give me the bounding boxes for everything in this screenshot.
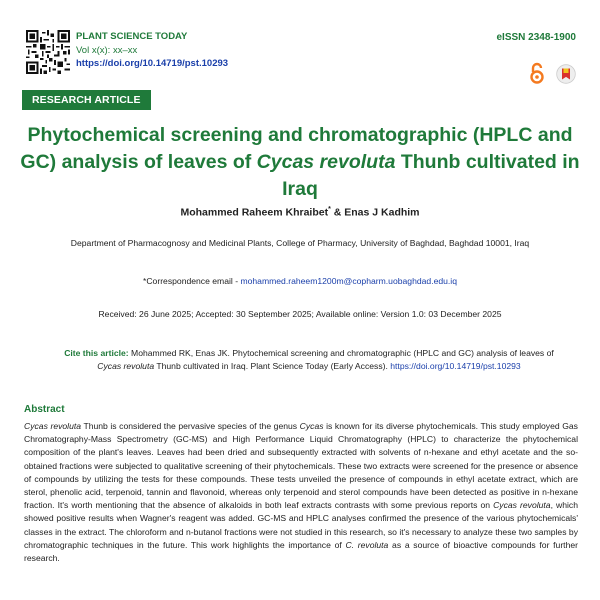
- cite-label: Cite this article:: [64, 348, 129, 358]
- affiliation: Department of Pharmacognosy and Medicinal Plants, College of Pharmacy, University of Baghdad, Baghdad 10001, Iraq: [70, 238, 530, 248]
- open-access-icon[interactable]: [528, 62, 546, 84]
- header-doi-link[interactable]: https://doi.org/10.14719/pst.10293: [76, 58, 229, 69]
- citation: Cite this article: Mohammed RK, Enas JK. Phytochemical screening and chromatographic (HPLC and GC) analysis of leaves of Cycas revoluta Thunb cultivated in Iraq. Plant Science Today (Early Access). https://doi.org/10.14719/pst.10293: [64, 348, 554, 371]
- abstract-heading: Abstract: [24, 404, 65, 415]
- article-type-badge: RESEARCH ARTICLE: [22, 90, 151, 110]
- author-1: Mohammed Raheem Khraibet: [180, 206, 329, 219]
- article-title: Phytochemical screening and chromatographic (HPLC and GC) analysis of leaves of Cycas revoluta Thunb cultivated in Iraq: [20, 124, 580, 200]
- cite-doi-link[interactable]: https://doi.org/10.14719/pst.10293: [390, 361, 521, 371]
- publication-dates: Received: 26 June 2025; Accepted: 30 September 2025; Available online: Version 1.0: 03 December 2025: [98, 309, 502, 319]
- authors: [0, 206, 600, 219]
- abstract-text: Cycas revoluta Thunb is considered the pervasive species of the genus Cycas is known for its diverse phytochemicals. This study employed Gas Chromatography-Mass Spectrometry (GC-MS) and High Performance Liquid Chromatography (HPLC) to characterize the phytochemical composition of the plant's leaves. Leaves had been dried and subsequently extracted with solvents of n-hexane and ethyl acetate and the so-obtained fractions were subjected to qualitative screening of their phytochemicals. These two extracts were screened for the presence or absence of compounds by utilizing the tests for these compounds. These tests unveiled the presence of compounds in ethyl acetate extract, which are sterol, phenolic acid, terpenoid, tannin and flavonoid, whereas only terpenoid and sterol compounds have been detected as positive in n-hexane fraction. It's worth mentioning that the absence of alkaloids in both leaf extracts contrasts with some previous reports on Cycas revoluta, which showed positive results when Wagner's reagent was added. GC-MS and HPLC analyses confirmed the presence of the various phytochemicals' classes in the extract. The chloroform and n-butanol fractions were not studied in this research, so it's necessary to analyze these two samples by chromatographic techniques in the future. This work highlights the importance of C. revoluta as a source of bioactive compounds for further research.: [24, 421, 579, 564]
- corresponding-mark: *: [328, 206, 331, 213]
- qr-code-icon: [26, 30, 70, 74]
- author-2: & Enas J Kadhim: [330, 206, 420, 219]
- crossmark-icon[interactable]: [556, 64, 576, 84]
- correspondence: *Correspondence email - mohammed.raheem1200m@copharm.uobaghdad.edu.iq: [143, 276, 457, 286]
- journal-name: PLANT SCIENCE TODAY: [76, 31, 188, 42]
- journal-info: [76, 30, 228, 71]
- journal-volume: Vol x(x): xx–xx: [76, 44, 138, 56]
- correspondence-email-link[interactable]: mohammed.raheem1200m@copharm.uobaghdad.edu.iq: [240, 276, 457, 286]
- issn: eISSN 2348-1900: [496, 32, 576, 43]
- title-species: Cycas revoluta: [256, 151, 396, 173]
